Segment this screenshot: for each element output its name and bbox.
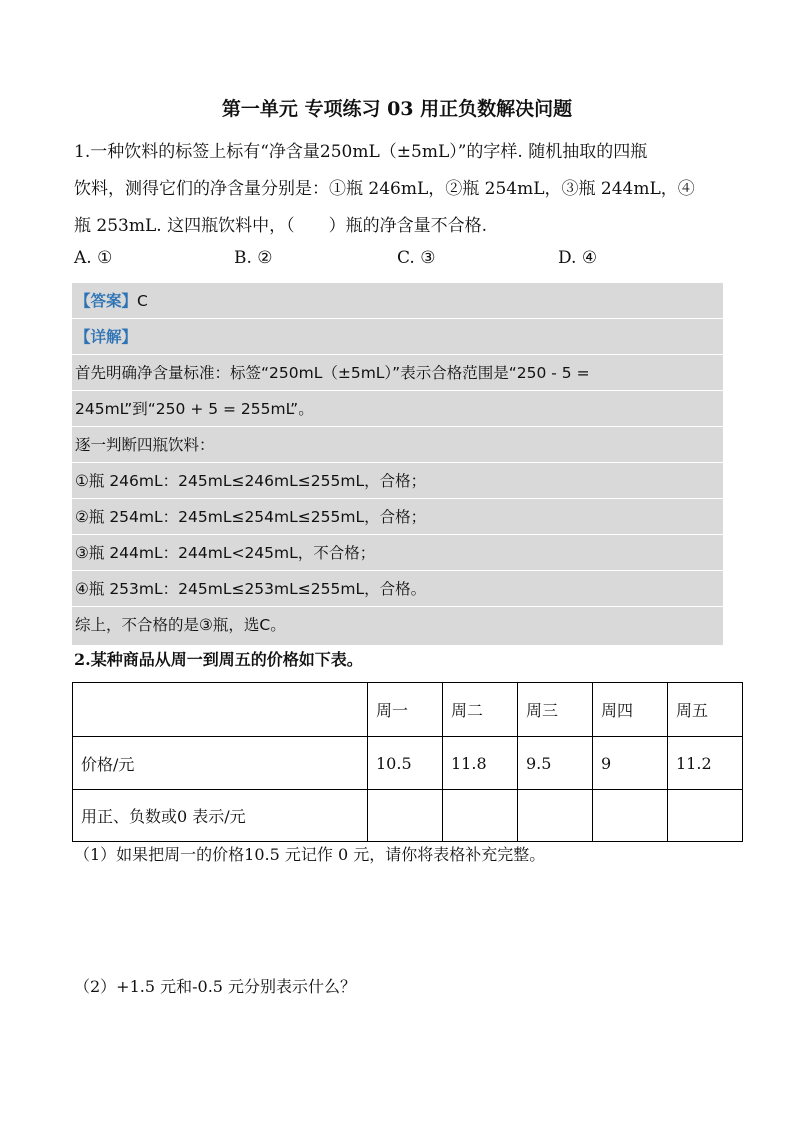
table-cell: 9.5 <box>518 737 593 790</box>
answer-tag: 【答案】 <box>75 292 138 310</box>
table-cell <box>443 790 518 842</box>
table-cell <box>593 790 668 842</box>
table-cell <box>518 790 593 842</box>
option-b: B. ② <box>234 248 273 268</box>
explanation-line: 245mL”到“250 + 5 = 255mL”。 <box>72 391 723 427</box>
explanation-line: ①瓶 246mL：245mL≤246mL≤255mL，合格； <box>72 463 723 499</box>
question-2-title: 2.某种商品从周一到周五的价格如下表。 <box>74 650 363 669</box>
table-cell: 9 <box>593 737 668 790</box>
answer-panel <box>72 283 723 645</box>
question-1-line-2: 饮料，测得它们的净含量分别是：①瓶 246mL，②瓶 254mL，③瓶 244mL，④ <box>74 179 695 199</box>
table-cell: 用正、负数或0 表示/元 <box>73 790 368 842</box>
table-header-cell: 周五 <box>668 683 743 737</box>
explanation-line: 逐一判断四瓶饮料： <box>72 427 723 463</box>
table-row <box>73 790 743 842</box>
explanation-line: 首先明确净含量标准：标签“250mL（±5mL）”表示合格范围是“250 - 5 = <box>72 355 723 391</box>
explanation-line: 综上，不合格的是③瓶，选C。 <box>75 616 286 634</box>
table-cell <box>668 790 743 842</box>
table-row <box>73 737 743 790</box>
question-1 <box>74 134 734 245</box>
table-cell: 10.5 <box>368 737 443 790</box>
sub-question-1: （1）如果把周一的价格10.5 元记作 0 元，请你将表格补充完整。 <box>74 845 546 864</box>
question-1-line-3: 瓶 253mL. 这四瓶饮料中，（ ）瓶的净含量不合格. <box>74 216 487 236</box>
answer-line <box>72 283 723 319</box>
option-d: D. ④ <box>558 248 598 268</box>
table-cell: 11.2 <box>668 737 743 790</box>
table-header-cell: 周三 <box>518 683 593 737</box>
option-a: A. ① <box>74 248 113 268</box>
explanation-line: ②瓶 254mL：245mL≤254mL≤255mL，合格； <box>72 499 723 535</box>
page-title: 第一单元 专项练习 03 用正负数解决问题 <box>221 98 573 120</box>
table-cell: 价格/元 <box>73 737 368 790</box>
table-header-cell: 周一 <box>368 683 443 737</box>
table-header-cell <box>73 683 368 737</box>
table-cell: 11.8 <box>443 737 518 790</box>
explanation-line: ③瓶 244mL：244mL<245mL，不合格； <box>72 535 723 571</box>
sub-question-2: （2）+1.5 元和-0.5 元分别表示什么？ <box>74 977 357 996</box>
option-c: C. ③ <box>397 248 436 268</box>
detail-tag: 【详解】 <box>75 328 138 346</box>
detail-tag-line <box>72 319 723 355</box>
price-table <box>72 682 743 842</box>
table-cell <box>368 790 443 842</box>
explanation-line: ④瓶 253mL：245mL≤253mL≤255mL，合格。 <box>72 571 723 607</box>
answer-value: C <box>137 292 148 310</box>
question-1-line-1: 1.一种饮料的标签上标有“净含量250mL（±5mL）”的字样. 随机抽取的四瓶 <box>74 142 648 162</box>
table-header-cell: 周四 <box>593 683 668 737</box>
table-header-cell: 周二 <box>443 683 518 737</box>
table-header-row <box>73 683 743 737</box>
